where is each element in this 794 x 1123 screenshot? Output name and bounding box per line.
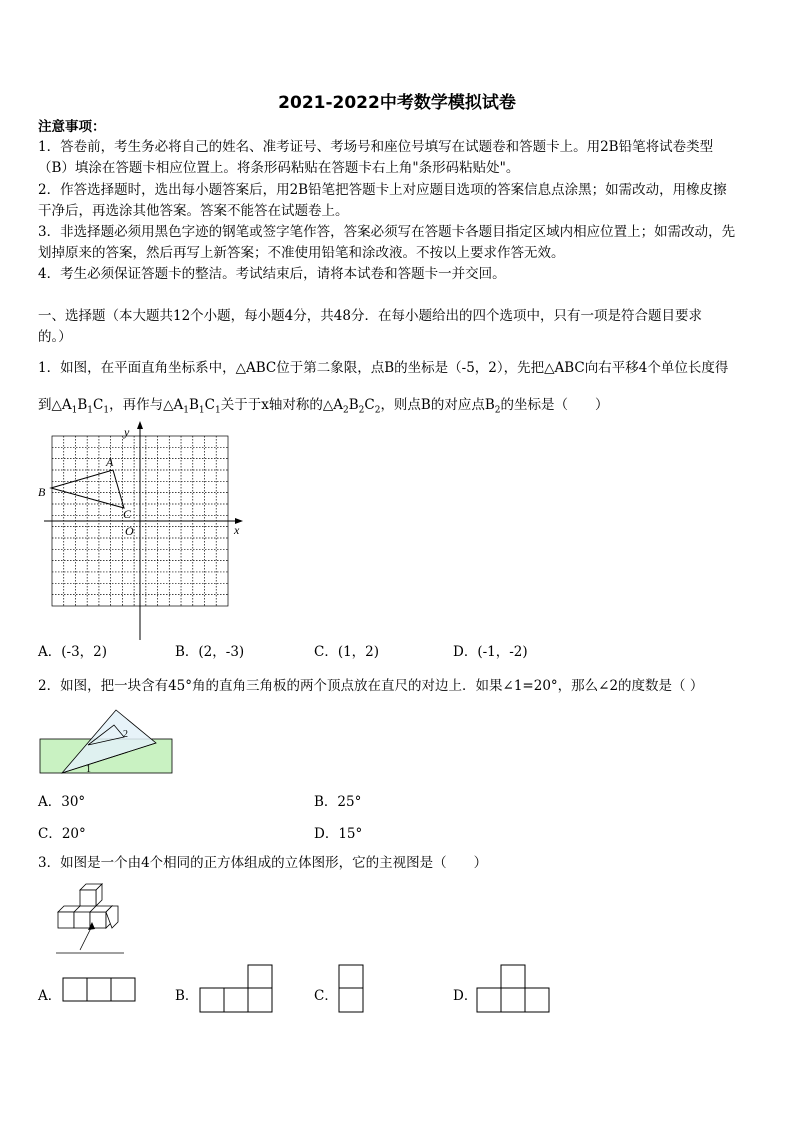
q1-option-b[interactable]: B．(2，-3) <box>175 644 245 660</box>
option-a-view <box>62 977 138 1003</box>
notice-heading: 注意事项： <box>38 119 106 135</box>
q2-option-d[interactable]: D．15° <box>314 826 363 842</box>
notice-line: 1．答卷前，考生务必将自己的姓名、准考证号、考场号和座位号填写在试题卷和答题卡上。用2B铅笔将试卷类型 <box>38 139 714 155</box>
option-c-view <box>338 964 366 1014</box>
point-a-label: A <box>106 455 114 469</box>
cube-solid-figure <box>54 880 126 956</box>
notice-line: 3．非选择题必须用黑色字迹的钢笔或签字笔作答，答案必须写在答题卡各题目指定区域内相应位置上；如需改动，先 <box>38 224 736 240</box>
page-title: 2021-2022中考数学模拟试卷 <box>278 93 516 113</box>
y-axis-arrow <box>137 421 143 429</box>
ruler-triangle-figure <box>36 705 178 777</box>
notice-line: 划掉原来的答案，然后再写上新答案；不准使用铅笔和涂改液。不按以上要求作答无效。 <box>38 245 565 261</box>
q3-option-c[interactable]: C． <box>314 988 338 1004</box>
question-3-text: 3．如图是一个由4个相同的正方体组成的立体图形，它的主视图是（ ） <box>38 855 488 871</box>
notice-line: 4．考生必须保证答题卡的整洁。考试结束后，请将本试卷和答题卡一并交回。 <box>38 266 506 282</box>
point-c-label: C <box>123 507 132 521</box>
angle-2-label: 2 <box>123 729 128 740</box>
q1-option-a[interactable]: A．(-3，2) <box>38 644 108 660</box>
question-1-text: 1．如图，在平面直角坐标系中，△ABC位于第二象限，点B的坐标是（-5，2），先把△ABC向右平移4个单位长度得 <box>38 360 729 376</box>
notice-line: 2．作答选择题时，选出每小题答案后，用2B铅笔把答题卡上对应题目选项的答案信息点涂黑；如需改动，用橡皮擦 <box>38 182 727 198</box>
question-2-text: 2．如图，把一块含有45°角的直角三角板的两个顶点放在直尺的对边上．如果∠1=20°，那么∠2的度数是（ ） <box>38 678 704 694</box>
origin-label: O <box>125 524 134 538</box>
coordinate-grid-figure <box>34 418 254 643</box>
q3-option-d[interactable]: D． <box>453 988 478 1004</box>
q2-option-c[interactable]: C．20° <box>38 826 86 842</box>
question-1-text-cont: 到$\triangle A_1B_1C_1$，再作与$\triangle A_1B_1C_1$关于于x轴对称的$\triangle A_2B_2C_2$，则点B的对应点$B_2$的坐标是（ ） <box>38 397 609 416</box>
q2-option-b[interactable]: B．25° <box>314 794 362 810</box>
option-d-view <box>476 964 556 1014</box>
q3-option-b[interactable]: B． <box>175 988 199 1004</box>
angle-1-label: 1 <box>86 764 91 775</box>
notice-line: 干净后，再选涂其他答案。答案不能答在试题卷上。 <box>38 203 349 219</box>
q1-option-d[interactable]: D．(-1，-2) <box>453 644 528 660</box>
y-label: y <box>124 425 130 439</box>
section-heading: 一、选择题（本大题共12个小题，每小题4分，共48分．在每小题给出的四个选项中，只有一项是符合题目要求 <box>38 308 702 324</box>
point-b-label: B <box>38 485 46 499</box>
q2-option-a[interactable]: A．30° <box>38 794 86 810</box>
option-b-view <box>199 964 277 1014</box>
x-label: x <box>234 523 240 537</box>
section-heading-cont: 的。） <box>38 329 72 345</box>
notice-line: （B）填涂在答题卡相应位置上。将条形码粘贴在答题卡右上角"条形码粘贴处"。 <box>38 160 520 176</box>
q3-option-a[interactable]: A． <box>38 988 62 1004</box>
q1-option-c[interactable]: C．(1，2) <box>314 644 380 660</box>
